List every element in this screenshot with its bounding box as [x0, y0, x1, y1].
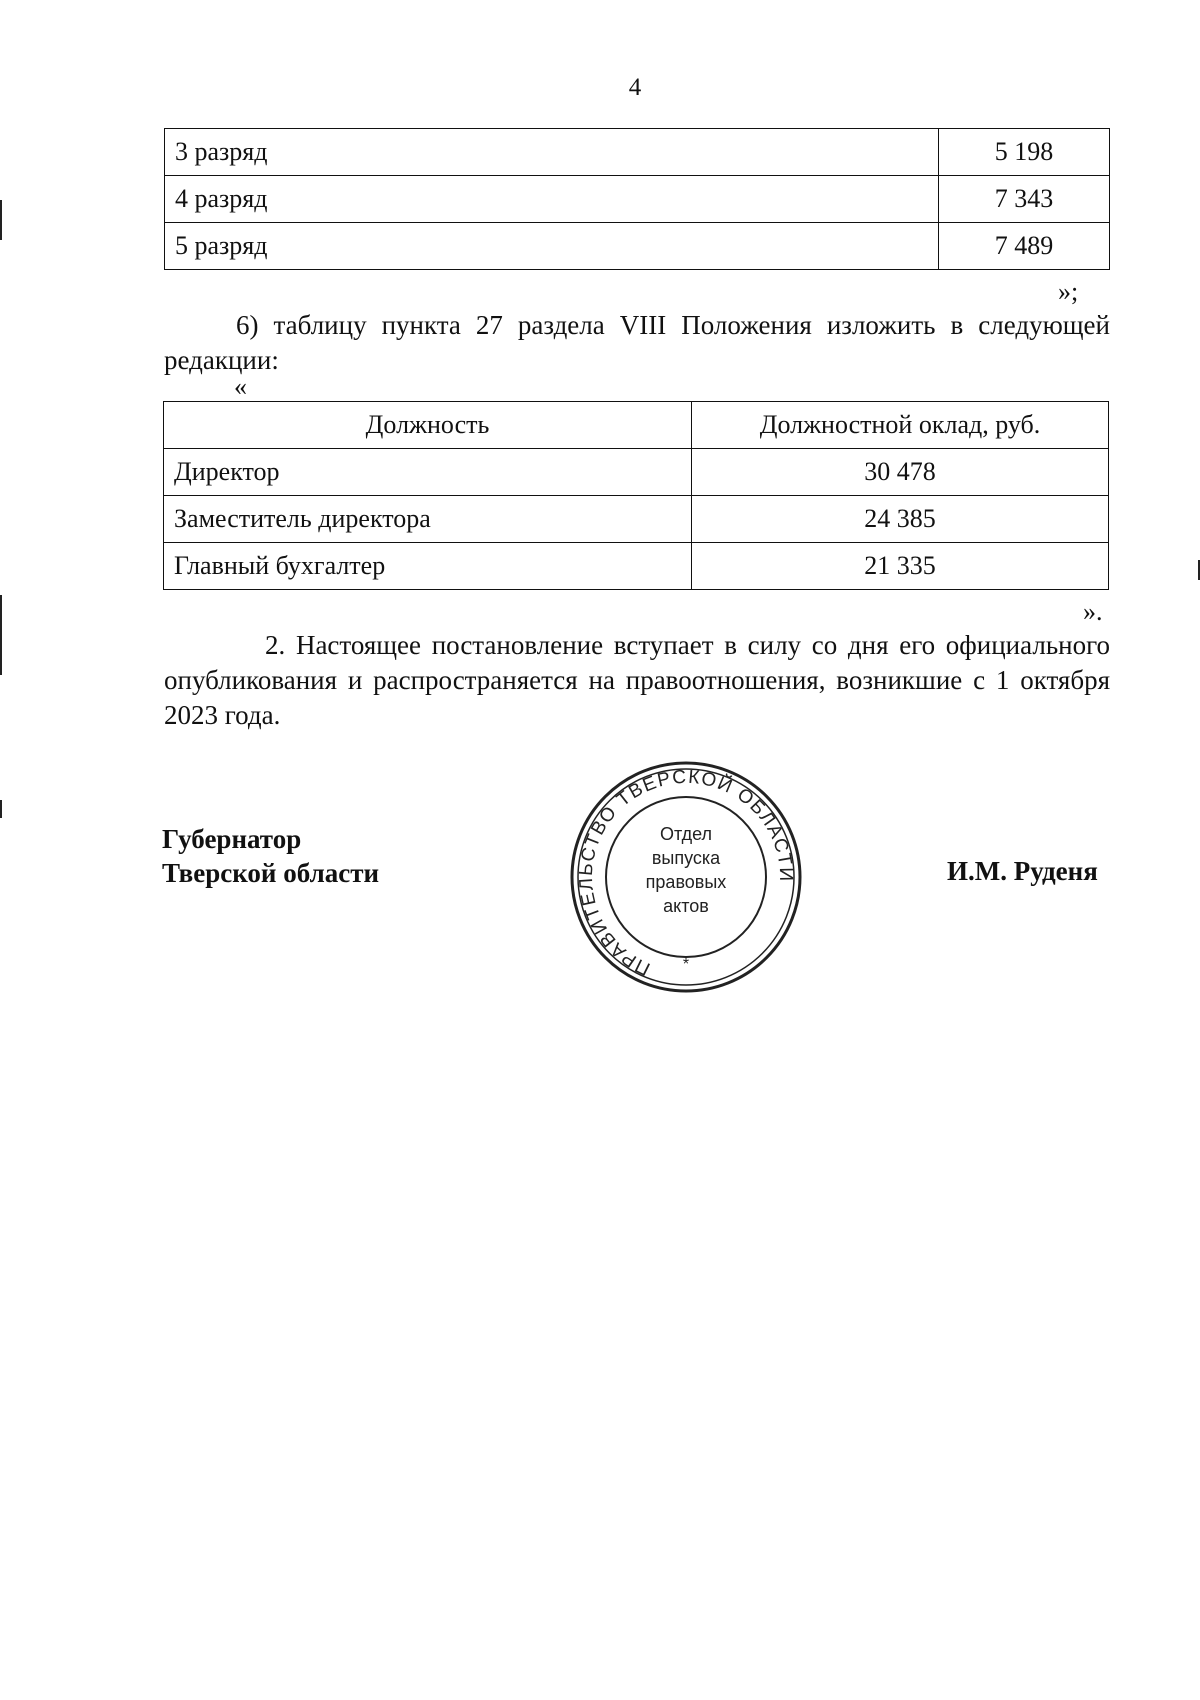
post-name: Директор [164, 449, 692, 496]
grade-name: 3 разряд [165, 129, 939, 176]
paragraph-6: 6) таблицу пункта 27 раздела VIII Положения изложить в следующей редакции: [164, 310, 1110, 375]
table-row [164, 449, 1109, 496]
scan-margin-mark [0, 800, 2, 818]
post-salary: 30 478 [692, 449, 1109, 496]
stamp-center-line: актов [663, 896, 709, 916]
table-row [165, 223, 1110, 270]
grades-table [164, 128, 1110, 270]
closing-quote: ». [1083, 597, 1103, 626]
stamp-star: * [682, 956, 690, 973]
post-salary: 21 335 [692, 543, 1109, 590]
table-row [165, 176, 1110, 223]
table-row [164, 496, 1109, 543]
signer-title-line: Губернатор [162, 824, 302, 854]
closing-quote: »; [1058, 277, 1079, 306]
post-name: Главный бухгалтер [164, 543, 692, 590]
signer-title-line: Тверской области [162, 858, 380, 888]
stamp-center-line: выпуска [651, 848, 721, 868]
scan-margin-mark [0, 200, 2, 240]
post-salary: 24 385 [692, 496, 1109, 543]
paragraph-2: 2. Настоящее постановление вступает в силу со дня его официального опубликования и распространяется на правоотношения, возникшие с 1 октября 2023 года. [164, 630, 1110, 730]
table-row [165, 129, 1110, 176]
column-header-salary: Должностной оклад, руб. [692, 402, 1109, 449]
grade-name: 4 разряд [165, 176, 939, 223]
grade-value: 7 343 [939, 176, 1110, 223]
opening-quote: « [234, 372, 247, 401]
stamp-center-line: правовых [645, 872, 727, 892]
grade-value: 7 489 [939, 223, 1110, 270]
posts-table [163, 401, 1109, 590]
stamp-ring-text: ПРАВИТЕЛЬСТВО ТВЕРСКОЙ ОБЛАСТИ [575, 766, 797, 980]
grade-name: 5 разряд [165, 223, 939, 270]
table-header-row [164, 402, 1109, 449]
grade-value: 5 198 [939, 129, 1110, 176]
scan-margin-mark [0, 595, 2, 675]
stamp-center-line: Отдел [659, 824, 713, 844]
page-number: 4 [628, 74, 642, 101]
post-name: Заместитель директора [164, 496, 692, 543]
signer-title [162, 822, 379, 890]
stamp-center-text [566, 822, 806, 918]
column-header-post: Должность [164, 402, 692, 449]
official-stamp [566, 757, 806, 997]
signer-name: И.М. Руденя [947, 856, 1098, 886]
table-row [164, 543, 1109, 590]
